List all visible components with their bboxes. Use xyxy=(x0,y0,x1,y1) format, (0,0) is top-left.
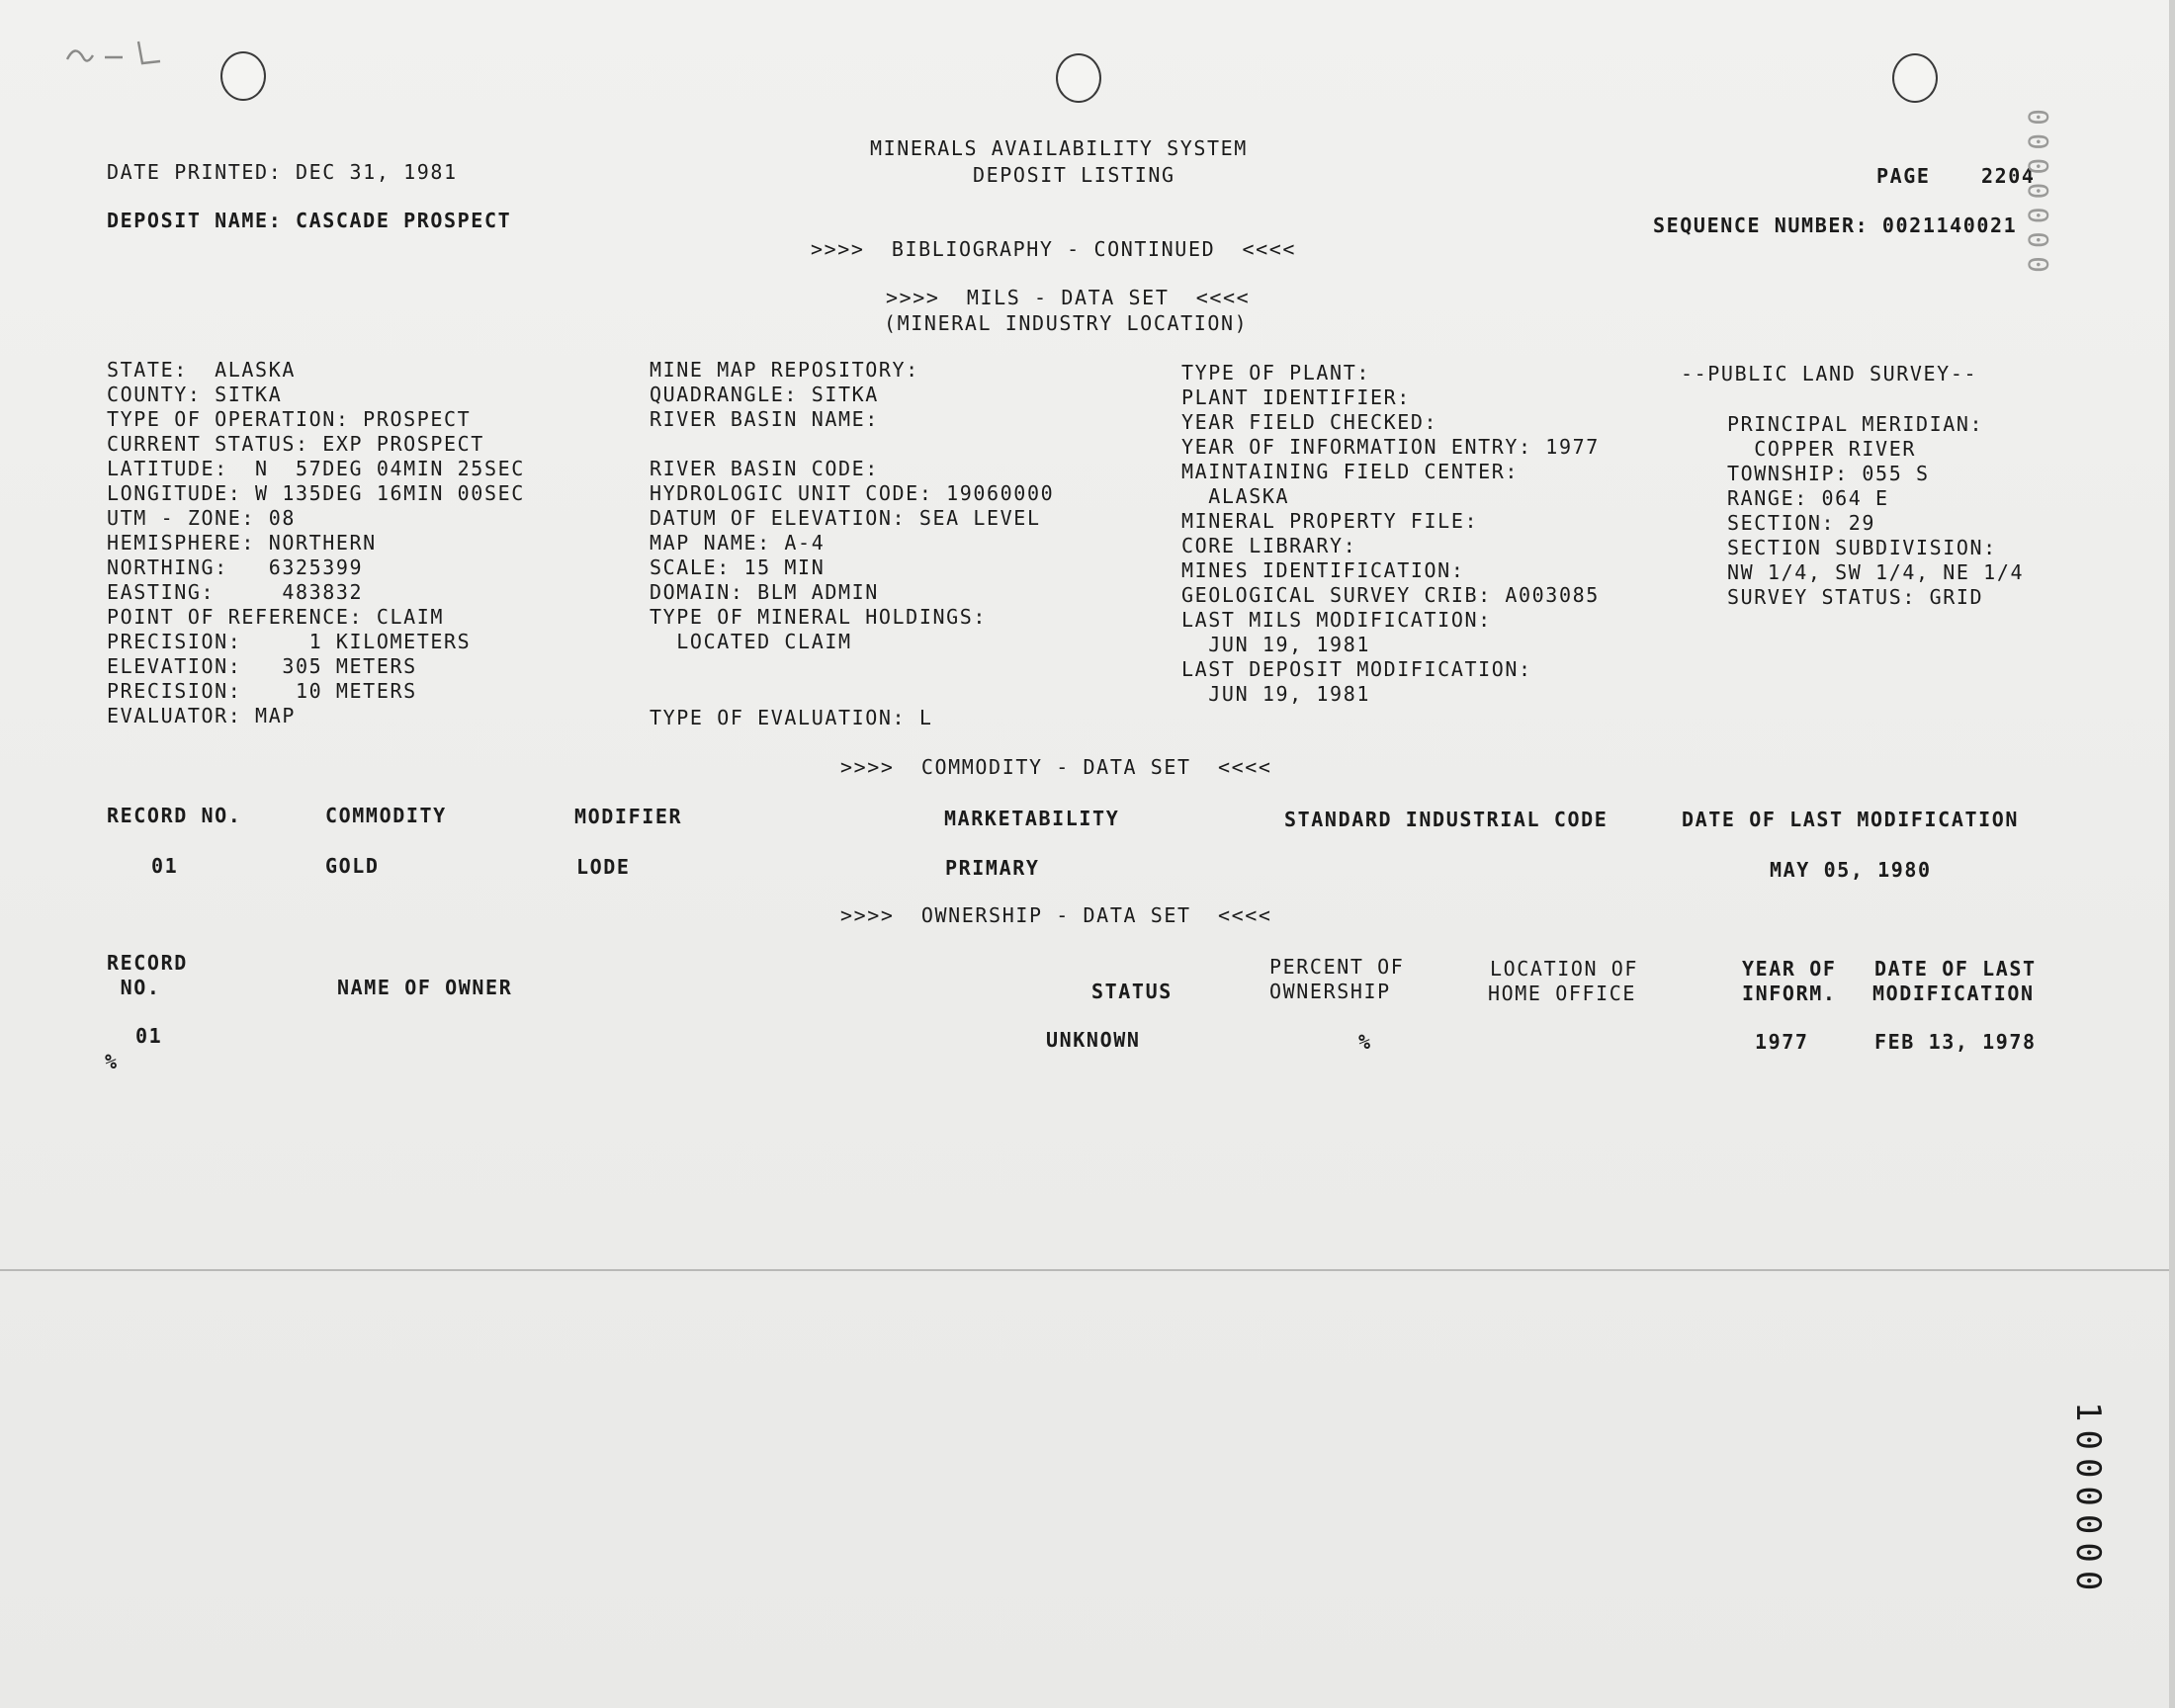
mils-field: MINE MAP REPOSITORY: xyxy=(650,358,919,382)
mils-field: TYPE OF EVALUATION: L xyxy=(650,706,933,729)
mils-field: MINERAL PROPERTY FILE: xyxy=(1181,509,1479,533)
commodity-heading: >>>> COMMODITY - DATA SET <<<< xyxy=(840,755,1272,779)
mils-field: CORE LIBRARY: xyxy=(1181,534,1357,557)
date-printed: DATE PRINTED: DEC 31, 1981 xyxy=(107,160,458,184)
mils-field: PRECISION: 1 KILOMETERS xyxy=(107,630,472,653)
mils-field: JUN 19, 1981 xyxy=(1181,682,1370,706)
column-header: STANDARD INDUSTRIAL CODE xyxy=(1284,808,1609,831)
mils-field: TYPE OF PLANT: xyxy=(1181,361,1370,384)
mils-field: COPPER RIVER xyxy=(1727,437,1916,461)
mils-field: RANGE: 064 E xyxy=(1727,486,1889,510)
mils-field: CURRENT STATUS: EXP PROSPECT xyxy=(107,432,484,456)
mils-field: PRINCIPAL MERIDIAN: xyxy=(1727,412,1984,436)
mils-field: LAST DEPOSIT MODIFICATION: xyxy=(1181,657,1532,681)
mils-field: RIVER BASIN CODE: xyxy=(650,457,879,480)
mils-field: GEOLOGICAL SURVEY CRIB: A003085 xyxy=(1181,583,1600,607)
column-header: LOCATION OF xyxy=(1490,957,1639,981)
mils-field: SECTION: 29 xyxy=(1727,511,1876,535)
cell-date: MAY 05, 1980 xyxy=(1770,858,1932,882)
punch-hole-left xyxy=(220,51,266,101)
column-header: NAME OF OWNER xyxy=(337,976,513,999)
mils-field: MAINTAINING FIELD CENTER: xyxy=(1181,460,1520,483)
mils-field: UTM - ZONE: 08 xyxy=(107,506,296,530)
mils-field: NORTHING: 6325399 xyxy=(107,555,364,579)
cell-marketability: PRIMARY xyxy=(945,856,1040,880)
cell-percent: % xyxy=(1358,1030,1372,1054)
frame-code-text: 1000000 xyxy=(2068,1402,2108,1599)
mils-field: EVALUATOR: MAP xyxy=(107,704,296,727)
page-label: PAGE xyxy=(1876,164,1931,188)
deposit-name: DEPOSIT NAME: CASCADE PROSPECT xyxy=(107,209,512,232)
cell-record: 01 xyxy=(135,1024,163,1048)
mils-field: STATE: ALASKA xyxy=(107,358,296,382)
mils-field: DATUM OF ELEVATION: SEA LEVEL xyxy=(650,506,1041,530)
column-header: DATE OF LAST xyxy=(1874,957,2037,981)
mils-field: HEMISPHERE: NORTHERN xyxy=(107,531,377,555)
column-header: PERCENT OF xyxy=(1269,955,1405,979)
mils-field: MINES IDENTIFICATION: xyxy=(1181,558,1465,582)
system-title: MINERALS AVAILABILITY SYSTEM xyxy=(870,136,1248,160)
mils-field: YEAR OF INFORMATION ENTRY: 1977 xyxy=(1181,435,1600,459)
column-header: STATUS xyxy=(1091,980,1173,1003)
column-header: INFORM. xyxy=(1742,982,1837,1005)
mils-field: LONGITUDE: W 135DEG 16MIN 00SEC xyxy=(107,481,525,505)
mils-field: COUNTY: SITKA xyxy=(107,383,283,406)
land-survey-title: --PUBLIC LAND SURVEY-- xyxy=(1681,362,1978,385)
mils-field: LATITUDE: N 57DEG 04MIN 25SEC xyxy=(107,457,525,480)
cell-year: 1977 xyxy=(1755,1030,1809,1054)
mils-field: TYPE OF OPERATION: PROSPECT xyxy=(107,407,472,431)
cell-commodity: GOLD xyxy=(325,854,380,878)
cell-status: UNKNOWN xyxy=(1046,1028,1141,1052)
mils-field: YEAR FIELD CHECKED: xyxy=(1181,410,1438,434)
column-header: MODIFIER xyxy=(574,805,683,828)
paper-edge xyxy=(2169,0,2175,1708)
column-header: COMMODITY xyxy=(325,804,447,827)
mils-field: EASTING: 483832 xyxy=(107,580,364,604)
mils-field: QUADRANGLE: SITKA xyxy=(650,383,879,406)
mils-field: LAST MILS MODIFICATION: xyxy=(1181,608,1492,632)
column-header: OWNERSHIP xyxy=(1269,980,1391,1003)
mils-field: JUN 19, 1981 xyxy=(1181,633,1370,656)
listing-title: DEPOSIT LISTING xyxy=(973,163,1175,187)
mils-field: NW 1/4, SW 1/4, NE 1/4 xyxy=(1727,560,2025,584)
mils-field: MAP NAME: A-4 xyxy=(650,531,826,555)
column-header: DATE OF LAST MODIFICATION xyxy=(1682,808,2020,831)
column-header: RECORD NO. xyxy=(107,804,242,827)
mils-field: SURVEY STATUS: GRID xyxy=(1727,585,1984,609)
mils-field: PRECISION: 10 METERS xyxy=(107,679,417,703)
handwritten-mark xyxy=(61,34,170,73)
faint-margin-code-text: 0000000 xyxy=(2022,109,2054,282)
faint-margin-code xyxy=(2022,109,2064,326)
column-header: MODIFICATION xyxy=(1872,982,2035,1005)
page-number: 2204 xyxy=(1981,164,2036,188)
mils-field: DOMAIN: BLM ADMIN xyxy=(650,580,879,604)
mils-field: TOWNSHIP: 055 S xyxy=(1727,462,1930,485)
mils-field: TYPE OF MINERAL HOLDINGS: xyxy=(650,605,988,629)
punch-hole-right xyxy=(1892,53,1938,103)
mils-field: LOCATED CLAIM xyxy=(650,630,852,653)
sequence-number: SEQUENCE NUMBER: 0021140021 xyxy=(1653,214,2018,237)
mils-field: RIVER BASIN NAME: xyxy=(650,407,879,431)
mils-field: ALASKA xyxy=(1181,484,1290,508)
column-header: HOME OFFICE xyxy=(1488,982,1637,1005)
paper-fold-line xyxy=(0,1269,2175,1271)
mils-field: SCALE: 15 MIN xyxy=(650,555,826,579)
microfiche-frame-code xyxy=(2068,1402,2108,1609)
mils-heading: >>>> MILS - DATA SET <<<< xyxy=(886,286,1251,309)
punch-hole-center xyxy=(1056,53,1101,103)
ownership-footnote: % xyxy=(105,1050,119,1073)
column-header: RECORD xyxy=(107,951,188,975)
mils-subheading: (MINERAL INDUSTRY LOCATION) xyxy=(884,311,1249,335)
column-header: MARKETABILITY xyxy=(944,807,1120,830)
bibliography-heading: >>>> BIBLIOGRAPHY - CONTINUED <<<< xyxy=(811,237,1297,261)
mils-field: SECTION SUBDIVISION: xyxy=(1727,536,1997,559)
mils-field: PLANT IDENTIFIER: xyxy=(1181,385,1411,409)
cell-date: FEB 13, 1978 xyxy=(1874,1030,2037,1054)
cell-modifier: LODE xyxy=(576,855,631,879)
mils-field: POINT OF REFERENCE: CLAIM xyxy=(107,605,445,629)
mils-field: HYDROLOGIC UNIT CODE: 19060000 xyxy=(650,481,1055,505)
column-header: NO. xyxy=(107,976,161,999)
ownership-heading: >>>> OWNERSHIP - DATA SET <<<< xyxy=(840,903,1272,927)
mils-field: ELEVATION: 305 METERS xyxy=(107,654,417,678)
column-header: YEAR OF xyxy=(1742,957,1837,981)
cell-record: 01 xyxy=(151,854,179,878)
